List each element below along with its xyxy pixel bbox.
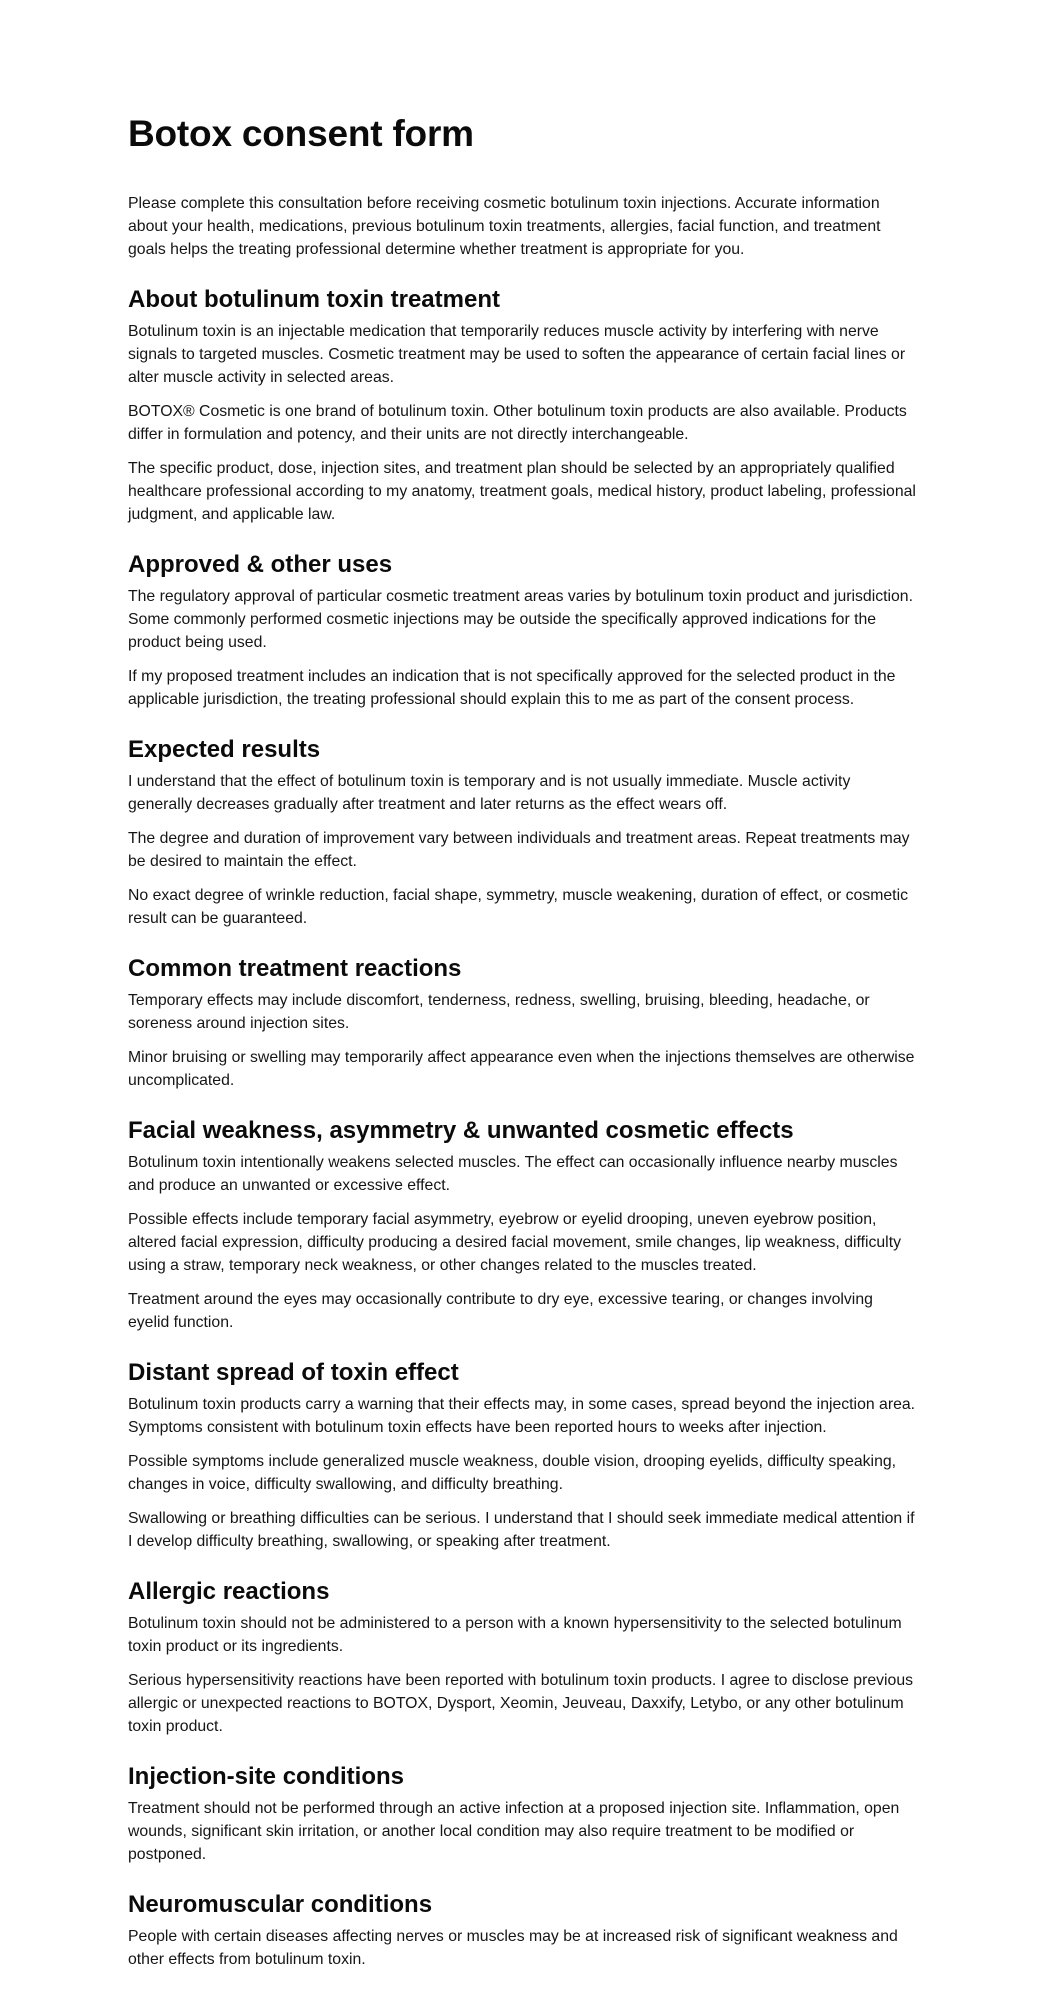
section-paragraph: The specific product, dose, injection sites, and treatment plan should be selected by an appropriately qualified healthcare professional according to my anatomy, treatment goals, medical history, product labeling, professional judgment, and applicable law. [128, 460, 916, 523]
section-paragraph: Treatment should not be performed through an active infection at a proposed injection site. Inflammation, open wounds, significant skin irritation, or another local condition may also require treatment to be modified or postponed. [128, 1800, 900, 1863]
section-heading: Distant spread of toxin effect [128, 1359, 459, 1386]
section-heading: Injection-site conditions [128, 1763, 405, 1790]
section-facial-weakness-asymmetry [128, 1115, 918, 1334]
document-content [128, 108, 918, 1971]
section-paragraph: Botulinum toxin intentionally weakens selected muscles. The effect can occasionally influence nearby muscles and produce an unwanted or excessive effect. [128, 1154, 898, 1194]
section-heading: Approved & other uses [128, 551, 393, 578]
section-paragraph: Botulinum toxin is an injectable medication that temporarily reduces muscle activity by interfering with nerve signals to targeted muscles. Cosmetic treatment may be used to soften the appearance of certain facial lines or alter muscle activity in selected areas. [128, 323, 906, 386]
section-heading: About botulinum toxin treatment [128, 286, 500, 313]
section-paragraph: Serious hypersensitivity reactions have been reported with botulinum toxin products. I agree to disclose previous allergic or unexpected reactions to BOTOX, Dysport, Xeomin, Jeuveau, Daxxify, Letybo, or any other botulinum toxin product. [128, 1672, 914, 1735]
section-paragraph: Temporary effects may include discomfort, tenderness, redness, swelling, bruising, bleeding, headache, or soreness around injection sites. [128, 992, 870, 1032]
section-paragraph: BOTOX® Cosmetic is one brand of botulinum toxin. Other botulinum toxin products are also available. Products differ in formulation and potency, and their units are not directly interchangeable. [128, 403, 907, 443]
section-paragraph: Treatment around the eyes may occasionally contribute to dry eye, excessive tearing, or changes involving eyelid function. [128, 1291, 873, 1331]
section-expected-results [128, 734, 918, 930]
section-paragraph: Swallowing or breathing difficulties can be serious. I understand that I should seek immediate medical attention if I develop difficulty breathing, swallowing, or speaking after treatment. [128, 1510, 915, 1550]
section-heading: Allergic reactions [128, 1578, 330, 1605]
section-injection-site-conditions [128, 1761, 918, 1866]
section-paragraph: Minor bruising or swelling may temporarily affect appearance even when the injections themselves are otherwise uncomplicated. [128, 1049, 915, 1089]
section-neuromuscular-conditions [128, 1889, 918, 1971]
section-paragraph: The degree and duration of improvement vary between individuals and treatment areas. Repeat treatments may be desired to maintain the effect. [128, 830, 910, 870]
section-paragraph: The regulatory approval of particular cosmetic treatment areas varies by botulinum toxin product and jurisdiction. Some commonly performed cosmetic injections may be outside the specifically approved indications for the product being used. [128, 588, 913, 651]
section-paragraph: Possible effects include temporary facial asymmetry, eyebrow or eyelid drooping, uneven eyebrow position, altered facial expression, difficulty producing a desired facial movement, smile changes, lip weakness, difficulty using a straw, temporary neck weakness, or other changes related to the muscles treated. [128, 1211, 901, 1274]
intro-paragraph: Please complete this consultation before receiving cosmetic botulinum toxin injections. Accurate information about your health, medications, previous botulinum toxin treatments, allergies, facial function, and treatment goals helps the treating professional determine whether treatment is appropriate for you. [128, 195, 881, 258]
section-about-botulinum-toxin-treatment [128, 284, 918, 526]
section-heading: Expected results [128, 736, 321, 763]
page-title: Botox consent form [128, 113, 474, 154]
section-paragraph: Botulinum toxin should not be administered to a person with a known hypersensitivity to the selected botulinum toxin product or its ingredients. [128, 1615, 902, 1655]
section-heading: Facial weakness, asymmetry & unwanted cosmetic effects [128, 1117, 794, 1144]
section-distant-spread-of-toxin-effect [128, 1357, 918, 1553]
section-paragraph: Possible symptoms include generalized muscle weakness, double vision, drooping eyelids, difficulty speaking, changes in voice, difficulty swallowing, and difficulty breathing. [128, 1453, 897, 1493]
section-paragraph: People with certain diseases affecting nerves or muscles may be at increased risk of significant weakness and other effects from botulinum toxin. [128, 1928, 898, 1968]
section-heading: Common treatment reactions [128, 955, 462, 982]
section-allergic-reactions [128, 1576, 918, 1738]
section-common-treatment-reactions [128, 953, 918, 1092]
section-paragraph: No exact degree of wrinkle reduction, facial shape, symmetry, muscle weakening, duration of effect, or cosmetic result can be guaranteed. [128, 887, 908, 927]
section-approved-other-uses [128, 549, 918, 711]
section-paragraph: I understand that the effect of botulinum toxin is temporary and is not usually immediate. Muscle activity generally decreases gradually after treatment and later returns as the effect wears off. [128, 773, 851, 813]
section-paragraph: Botulinum toxin products carry a warning that their effects may, in some cases, spread beyond the injection area. Symptoms consistent with botulinum toxin effects have been reported hours to weeks after injection. [128, 1396, 916, 1436]
section-paragraph: If my proposed treatment includes an indication that is not specifically approved for the selected product in the applicable jurisdiction, the treating professional should explain this to me as part of the consent process. [128, 668, 896, 708]
section-heading: Neuromuscular conditions [128, 1891, 433, 1918]
